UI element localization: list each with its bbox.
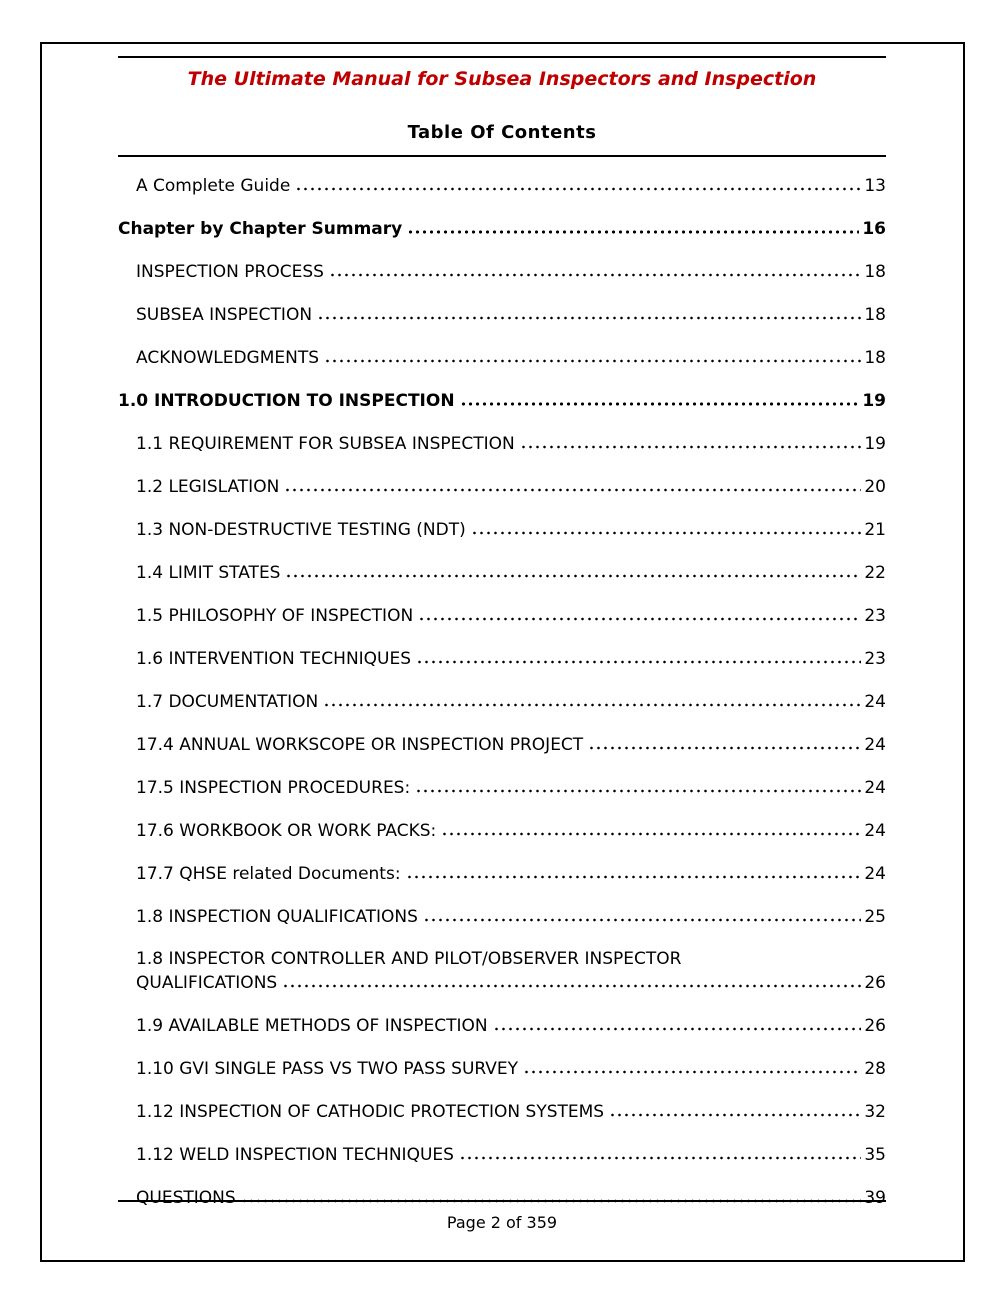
toc-entry-label: 1.4 LIMIT STATES bbox=[136, 563, 281, 583]
header-rule bbox=[118, 56, 886, 58]
toc-entry-label: INSPECTION PROCESS bbox=[136, 262, 324, 282]
toc-page-number: 18 bbox=[864, 305, 886, 325]
toc-dot-leader bbox=[523, 1057, 861, 1074]
toc-page-number: 19 bbox=[864, 434, 886, 454]
toc-entry bbox=[118, 561, 886, 585]
toc-page-number: 23 bbox=[864, 649, 886, 669]
toc-page-number: 19 bbox=[862, 391, 886, 411]
toc-dot-leader bbox=[323, 690, 861, 707]
toc-entry bbox=[118, 948, 886, 995]
toc-page-number: 24 bbox=[864, 778, 886, 798]
toc-dot-leader bbox=[406, 862, 862, 879]
toc-page-number: 28 bbox=[864, 1059, 886, 1079]
toc-page-number: 24 bbox=[864, 864, 886, 884]
toc-dot-leader bbox=[460, 389, 860, 406]
toc-entry bbox=[118, 776, 886, 800]
toc-entry-label: 1.9 AVAILABLE METHODS OF INSPECTION bbox=[136, 1016, 488, 1036]
toc-entry bbox=[118, 862, 886, 886]
toc-dot-leader bbox=[324, 346, 861, 363]
toc-page-number: 20 bbox=[864, 477, 886, 497]
toc-dot-leader bbox=[317, 303, 861, 320]
toc-page-number: 18 bbox=[864, 348, 886, 368]
toc-dot-leader bbox=[493, 1014, 862, 1031]
toc-entry-label: ACKNOWLEDGMENTS bbox=[136, 348, 320, 368]
toc-page-number: 23 bbox=[864, 606, 886, 626]
toc-entry bbox=[118, 1100, 886, 1124]
toc-entry-label: 1.8 INSPECTION QUALIFICATIONS bbox=[136, 907, 418, 927]
toc-entry-label-line1: 1.8 INSPECTOR CONTROLLER AND PILOT/OBSERVER INSPECTOR bbox=[136, 949, 682, 969]
toc-entry bbox=[118, 690, 886, 714]
document-title: The Ultimate Manual for Subsea Inspectors and Inspection bbox=[187, 68, 817, 90]
toc-entry-label: 1.5 PHILOSOPHY OF INSPECTION bbox=[136, 606, 414, 626]
toc-page-number: 16 bbox=[862, 219, 886, 239]
toc-page-number: 24 bbox=[864, 821, 886, 841]
toc-entry bbox=[118, 1057, 886, 1081]
toc-page-number: 32 bbox=[864, 1102, 886, 1122]
toc-dot-leader bbox=[329, 260, 861, 277]
toc-entry-label: 17.7 QHSE related Documents: bbox=[136, 864, 401, 884]
toc-dot-leader bbox=[459, 1143, 861, 1160]
toc-page-number: 18 bbox=[864, 262, 886, 282]
toc-entry-label: 1.3 NON-DESTRUCTIVE TESTING (NDT) bbox=[136, 520, 466, 540]
toc-rule bbox=[118, 155, 886, 157]
toc-entry bbox=[118, 389, 886, 413]
toc-entry bbox=[118, 905, 886, 929]
toc-page-number: 21 bbox=[864, 520, 886, 540]
toc-page-number: 24 bbox=[864, 735, 886, 755]
toc-page-number: 26 bbox=[864, 973, 886, 993]
toc-entry bbox=[118, 346, 886, 370]
toc-entry-label: QUESTIONS bbox=[136, 1188, 236, 1208]
toc-entry bbox=[118, 475, 886, 499]
toc-dot-leader bbox=[416, 647, 861, 664]
toc-entry bbox=[118, 303, 886, 327]
toc-entry-label: 17.5 INSPECTION PROCEDURES: bbox=[136, 778, 411, 798]
toc-entry-label: 17.4 ANNUAL WORKSCOPE OR INSPECTION PROJECT bbox=[136, 735, 584, 755]
toc-page-number: 24 bbox=[864, 692, 886, 712]
toc-dot-leader bbox=[295, 174, 861, 191]
toc-entry bbox=[118, 1186, 886, 1210]
toc-page-number: 26 bbox=[864, 1016, 886, 1036]
toc-entry bbox=[118, 733, 886, 757]
footer-rule bbox=[118, 1200, 886, 1202]
toc-dot-leader bbox=[520, 432, 862, 449]
toc-entry-label: A Complete Guide bbox=[136, 176, 291, 196]
toc-page-number: 35 bbox=[864, 1145, 886, 1165]
toc-dot-leader bbox=[609, 1100, 861, 1117]
toc-entry-label: 1.12 WELD INSPECTION TECHNIQUES bbox=[136, 1145, 454, 1165]
toc-dot-leader bbox=[285, 561, 861, 578]
toc-dot-leader bbox=[441, 819, 861, 836]
toc-entry bbox=[118, 647, 886, 671]
toc-dot-leader bbox=[415, 776, 861, 793]
toc-entry-label: 1.7 DOCUMENTATION bbox=[136, 692, 319, 712]
toc-title: Table Of Contents bbox=[407, 122, 597, 143]
toc-entry-label: SUBSEA INSPECTION bbox=[136, 305, 313, 325]
toc-dot-leader bbox=[407, 217, 859, 234]
toc-dot-leader bbox=[284, 475, 861, 492]
toc-entry-label: 1.2 LEGISLATION bbox=[136, 477, 280, 497]
toc-entry-label: 1.12 INSPECTION OF CATHODIC PROTECTION SYSTEMS bbox=[136, 1102, 605, 1122]
toc-entry-label: 1.6 INTERVENTION TECHNIQUES bbox=[136, 649, 412, 669]
toc-entry-label: 17.6 WORKBOOK OR WORK PACKS: bbox=[136, 821, 437, 841]
toc-page-number: 39 bbox=[864, 1188, 886, 1208]
toc-entry bbox=[118, 174, 886, 198]
toc-dot-leader bbox=[588, 733, 861, 750]
toc-entry-label: QUALIFICATIONS bbox=[136, 973, 278, 993]
toc-entry bbox=[118, 518, 886, 542]
toc-page-number: 13 bbox=[864, 176, 886, 196]
toc-entry bbox=[118, 260, 886, 284]
toc-page-number: 25 bbox=[864, 907, 886, 927]
toc-entry bbox=[118, 1014, 886, 1038]
toc-entry bbox=[118, 604, 886, 628]
toc-entry-label: Chapter by Chapter Summary bbox=[118, 219, 403, 239]
toc-dot-leader bbox=[423, 905, 861, 922]
page-number-footer: Page 2 of 359 bbox=[446, 1213, 558, 1232]
toc-entry-label: 1.0 INTRODUCTION TO INSPECTION bbox=[118, 391, 455, 411]
toc-entry bbox=[118, 432, 886, 456]
toc-entry bbox=[118, 1143, 886, 1167]
toc-entry-label: 1.10 GVI SINGLE PASS VS TWO PASS SURVEY bbox=[136, 1059, 519, 1079]
toc-entry bbox=[118, 819, 886, 843]
toc-entry-label: 1.1 REQUIREMENT FOR SUBSEA INSPECTION bbox=[136, 434, 515, 454]
toc-dot-leader bbox=[282, 971, 861, 988]
toc-dot-leader bbox=[418, 604, 861, 621]
toc-list bbox=[118, 174, 886, 1229]
toc-entry bbox=[118, 217, 886, 241]
toc-page-number: 22 bbox=[864, 563, 886, 583]
toc-dot-leader bbox=[471, 518, 862, 535]
